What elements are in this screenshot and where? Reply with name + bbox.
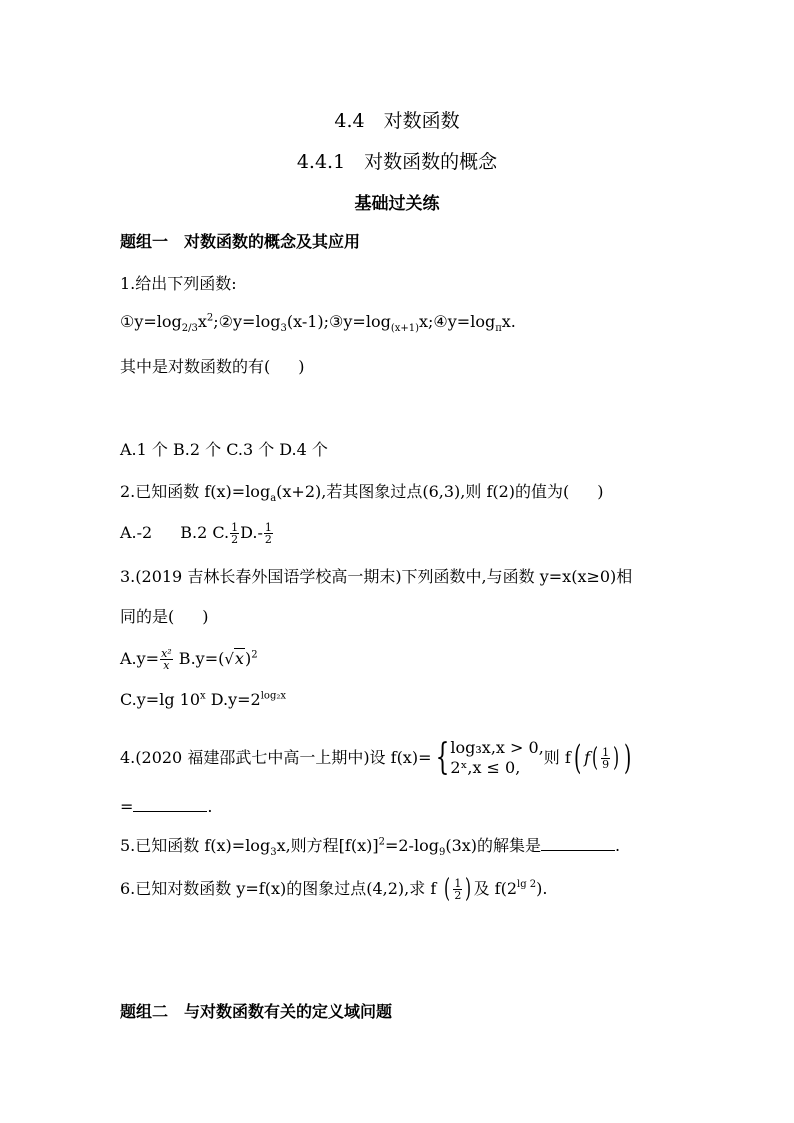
q1-f3-arg: x;: [419, 312, 434, 331]
q4-answer-blank[interactable]: [133, 797, 207, 812]
radical-sign: √: [224, 650, 234, 668]
q3-option-d-exp: log₂x: [260, 690, 286, 702]
q2-c-den: 2: [231, 533, 239, 546]
q6-text-a: 6.已知对数函数 y=f(x)的图象过点(4,2),求 f: [120, 879, 437, 898]
q1-ask-end: ): [298, 357, 305, 376]
q6-right-paren: ): [465, 874, 472, 904]
q5-exp: 2: [378, 836, 385, 848]
q5-text-d: (3x)的解集是: [445, 836, 542, 855]
q1-f2-text: ②y=log: [218, 312, 281, 331]
q3-a-num: x²: [161, 647, 172, 660]
q1-f3-text: ③y=log: [329, 312, 391, 331]
q3-option-a-fraction: [160, 648, 173, 671]
q1-functions: [120, 312, 516, 335]
q6-den: 2: [454, 888, 462, 902]
q6-text-b: 及 f(2: [473, 879, 518, 898]
q3-a-den: x: [163, 659, 170, 672]
q5-base1: 3: [270, 847, 277, 859]
q1-options: A.1 个 B.2 个 C.3 个 D.4 个: [120, 440, 328, 459]
q1-f3-base: (x+1): [390, 323, 419, 335]
q2-stem: [120, 482, 604, 505]
q4-den: 9: [602, 757, 610, 771]
inner-left-paren: (: [592, 743, 599, 773]
q4-stem-text: 4.(2020 福建邵武七中高一上期中)设 f(x)=: [120, 748, 432, 767]
q4-end: .: [207, 797, 213, 816]
q3-option-b-exp: 2: [251, 649, 258, 661]
q3-stem-end: ): [202, 607, 209, 626]
q1-f1-base: 2/3: [181, 323, 198, 335]
q6-left-paren: (: [444, 874, 451, 904]
q5-text-b: x,则方程[f(x)]: [276, 836, 379, 855]
q6-fraction: [453, 878, 462, 901]
q1-ask: [120, 357, 305, 377]
q3-option-c: C.y=lg 10: [120, 690, 201, 709]
q5-end: .: [615, 836, 621, 855]
q3-option-b-close: ): [244, 649, 252, 668]
q5-text-c: =2-log: [384, 836, 439, 855]
q3-stem-line1: 3.(2019 吉林长春外国语学校高一期末)下列函数中,与函数 y=x(x≥0)相: [120, 567, 633, 586]
q5-base2: 9: [438, 847, 446, 859]
q2-base: a: [270, 493, 277, 505]
q3-option-d: D.y=2: [205, 690, 261, 709]
q4-then: 则 f: [543, 748, 571, 767]
q4-inner-f: f: [584, 748, 590, 767]
q5-answer-blank[interactable]: [541, 836, 615, 851]
q3-options-cd: [120, 690, 286, 710]
q1-f4-arg: x.: [501, 312, 516, 331]
q1-f2-base: 3: [280, 323, 287, 335]
q2-option-a: A.-2: [120, 523, 153, 542]
level-heading: 基础过关练: [354, 194, 440, 214]
q4-answer: [120, 797, 213, 817]
q4-eq: =: [120, 797, 134, 816]
subsection-heading: 4.4.1 对数函数的概念: [296, 151, 498, 173]
q5-stem: [120, 836, 621, 859]
q3-stem-text: 同的是(: [120, 607, 175, 626]
q3-stem-line2: [120, 607, 209, 627]
q1-stem: 1.给出下列函数:: [120, 274, 237, 293]
q6-text-c: ).: [536, 879, 548, 898]
q1-f2-arg: (x-1);: [286, 312, 330, 331]
q2-d-den: 2: [264, 533, 272, 546]
q3-option-a: A.y=: [120, 649, 160, 668]
inner-right-paren: ): [613, 743, 620, 773]
q3-option-b: B.y=(: [173, 649, 225, 668]
q1-f1-sep: ;: [213, 312, 219, 331]
q2-option-d: D.-: [240, 523, 263, 542]
left-paren: (: [573, 738, 582, 778]
q2-option-c-fraction: [230, 522, 239, 545]
q3-option-b-radicand: x: [234, 649, 244, 668]
q2-options: [120, 522, 274, 545]
q3-option-c-exp: x: [200, 690, 206, 702]
q2-option-d-fraction: [264, 522, 273, 545]
group1-title: 题组一 对数函数的概念及其应用: [120, 232, 361, 251]
q4-num: 1: [602, 745, 610, 759]
q3-options-ab: [120, 648, 258, 671]
q4-case1: log₃x,x > 0,: [450, 738, 544, 757]
right-paren: ): [624, 738, 632, 778]
q2-c-num: 1: [231, 521, 239, 534]
q4-stem: [120, 738, 635, 778]
q6-exp: lg 2: [517, 879, 537, 891]
q2-d-num: 1: [264, 521, 272, 534]
q6-stem: [120, 876, 547, 902]
q4-piecewise: [450, 738, 543, 778]
q1-f1-exp: 2: [206, 312, 214, 324]
group2-title: 题组二 与对数函数有关的定义域问题: [120, 1002, 393, 1021]
q2-stem-rest: (x+2),若其图象过点(6,3),则 f(2)的值为(: [276, 482, 570, 501]
q6-num: 1: [454, 876, 462, 890]
q2-option-bc: B.2 C.: [180, 523, 230, 542]
q1-f1-arg: x: [197, 312, 207, 331]
q4-case2: 2ˣ,x ≤ 0,: [450, 758, 521, 777]
left-brace: {: [436, 737, 450, 778]
q2-stem-text: 2.已知函数 f(x)=log: [120, 482, 271, 501]
q1-f1-text: ①y=log: [120, 312, 182, 331]
q4-fraction: [601, 747, 610, 770]
q1-ask-text: 其中是对数函数的有(: [120, 357, 271, 376]
q2-stem-end: ): [597, 482, 604, 501]
section-heading: 4.4 对数函数: [334, 110, 460, 132]
q1-f4-text: ④y=log: [433, 312, 496, 331]
q5-text-a: 5.已知函数 f(x)=log: [120, 836, 271, 855]
q1-f4-base: π: [495, 323, 502, 335]
